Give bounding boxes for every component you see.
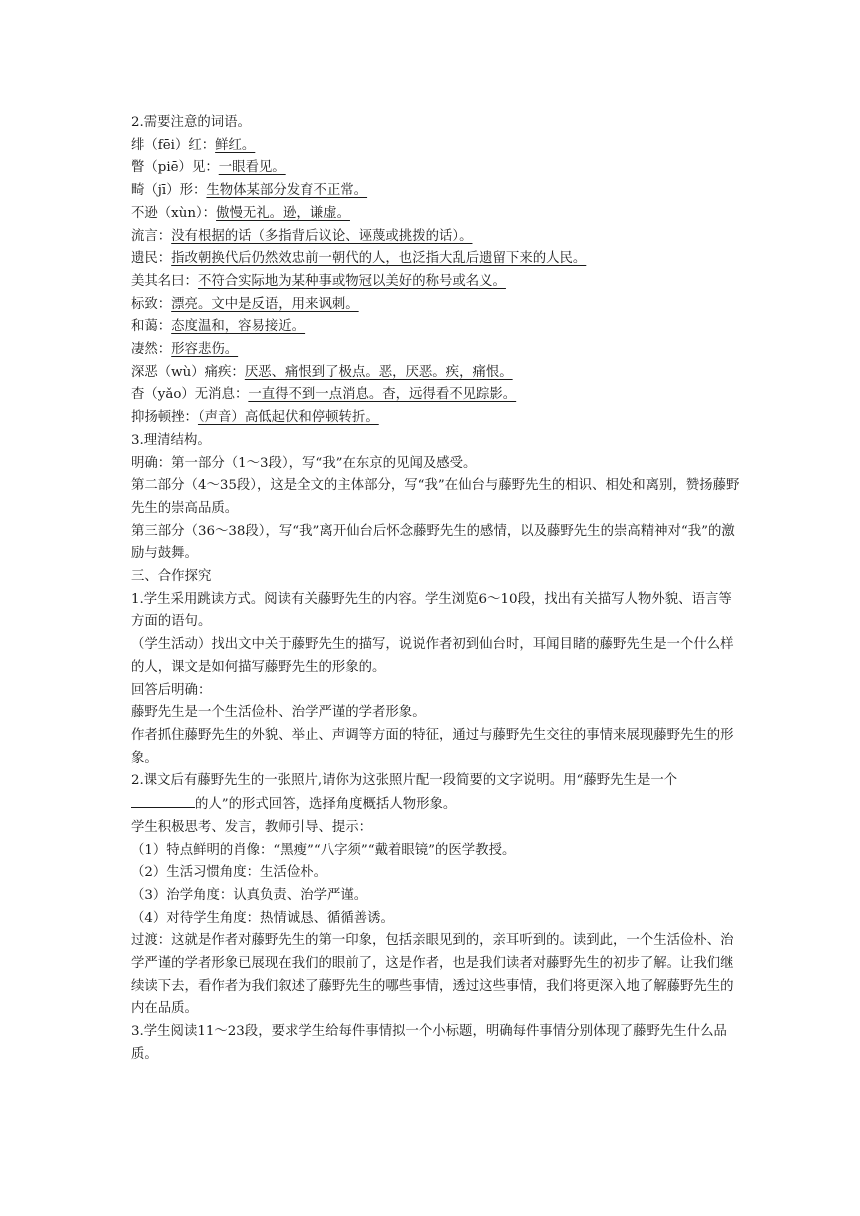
vocab-item bbox=[131, 180, 741, 203]
answer-2: 作者抓住藤野先生的外貌、举止、声调等方面的特征，通过与藤野先生交往的事情来展现藤野先生的形象。 bbox=[131, 727, 734, 766]
question-2-prefix: 2.课文后有藤野先生的一张照片,请你为这张照片配一段简要的文字说明。用“藤野先生是一个 bbox=[131, 773, 678, 789]
question-3: 3.学生阅读11～23段，要求学生给每件事情拟一个小标题，明确每件事情分别体现了藤野先生什么品质。 bbox=[131, 1024, 727, 1062]
student-activity: （学生活动）找出文中关于藤野先生的描写，说说作者初到仙台时，耳闻目睹的藤野先生是一个什么样的人，课文是如何描写藤野先生的形象的。 bbox=[131, 637, 734, 675]
vocab-definition: 不符合实际地为某种事或物冠以美好的称号或名义。 bbox=[197, 273, 506, 289]
vocab-definition: 厌恶、痛恨到了极点。恶，厌恶。疾，痛恨。 bbox=[244, 364, 513, 380]
hint-item: （4）对待学生角度：热情诚恳、循循善诱。 bbox=[131, 910, 394, 926]
vocab-item bbox=[131, 157, 741, 180]
question-2 bbox=[131, 770, 741, 816]
structure-part1: 明确：第一部分（1～3段），写“我”在东京的见闻及感受。 bbox=[131, 455, 477, 471]
vocab-term: 畸（jī）形： bbox=[131, 183, 207, 199]
hint-item: （3）治学角度：认真负责、治学严谨。 bbox=[131, 887, 368, 903]
question-2-suffix: 的人”的形式回答，选择角度概括人物形象。 bbox=[195, 797, 457, 813]
vocab-term: 绯（fēi）红： bbox=[131, 137, 216, 153]
vocab-term: 不逊（xùn）： bbox=[131, 205, 217, 221]
vocab-definition: （声音）高低起伏和停顿转折。 bbox=[197, 410, 379, 426]
vocab-list bbox=[131, 135, 741, 430]
structure-part2: 第二部分（4～35段），这是全文的主体部分，写“我”在仙台与藤野先生的相识、相处和离别，赞扬藤野先生的崇高品质。 bbox=[131, 478, 740, 516]
vocab-term: 标致： bbox=[131, 296, 172, 312]
vocab-term: 美其名曰： bbox=[131, 273, 198, 289]
structure-heading: 3.理清结构。 bbox=[131, 432, 211, 448]
vocab-definition: 指改朝换代后仍然效忠前一朝代的人，也泛指大乱后遗留下来的人民。 bbox=[171, 251, 587, 267]
vocab-definition: 生物体某部分发育不正常。 bbox=[206, 183, 368, 199]
vocab-heading: 2.需要注意的词语。 bbox=[131, 115, 251, 130]
vocab-definition: 没有根据的话（多指背后议论、诬蔑或挑拨的话）。 bbox=[171, 228, 473, 244]
vocab-definition: 形容悲伤。 bbox=[171, 342, 239, 358]
answer-1: 藤野先生是一个生活俭朴、治学严谨的学者形象。 bbox=[131, 705, 426, 721]
question-1: 1.学生采用跳读方式。阅读有关藤野先生的内容。学生浏览6～10段，找出有关描写人物外貌、语言等方面的语句。 bbox=[131, 591, 732, 630]
fill-in-blank bbox=[131, 793, 195, 808]
vocab-term: 瞥（piē）见： bbox=[131, 160, 219, 176]
hint-item: （2）生活习惯角度：生活俭朴。 bbox=[131, 865, 327, 881]
vocab-item bbox=[131, 407, 741, 430]
vocab-term: 凄然： bbox=[131, 342, 172, 358]
teacher-guide: 学生积极思考、发言，教师引导、提示： bbox=[131, 819, 373, 835]
vocab-item bbox=[131, 339, 741, 362]
answer-label: 回答后明确： bbox=[131, 682, 212, 698]
vocab-item bbox=[131, 362, 741, 385]
hint-item: （1）特点鲜明的肖像：“黑瘦”“八字须”“戴着眼镜”的医学教授。 bbox=[131, 842, 516, 858]
vocab-item bbox=[131, 384, 741, 407]
vocab-term: 流言： bbox=[131, 228, 172, 244]
vocab-definition: 一眼看见。 bbox=[218, 160, 286, 176]
vocab-item bbox=[131, 203, 741, 226]
vocab-definition: 态度温和，容易接近。 bbox=[171, 319, 306, 335]
document-page bbox=[131, 112, 741, 1067]
vocab-definition: 一直得不到一点消息。杳，远得看不见踪影。 bbox=[248, 387, 517, 403]
vocab-item bbox=[131, 271, 741, 294]
vocab-term: 遗民： bbox=[131, 251, 172, 267]
vocab-term: 抑扬顿挫： bbox=[131, 410, 198, 426]
vocab-term: 和蔼： bbox=[131, 319, 172, 335]
vocab-definition: 漂亮。文中是反语，用来讽刺。 bbox=[171, 296, 359, 312]
vocab-definition: 傲慢无礼。逊，谦虚。 bbox=[216, 205, 350, 221]
vocab-item bbox=[131, 248, 741, 271]
vocab-term: 杳（yǎo）无消息： bbox=[131, 387, 249, 403]
explore-heading: 三、合作探究 bbox=[131, 569, 212, 585]
vocab-item bbox=[131, 316, 741, 339]
transition-paragraph: 过渡：这就是作者对藤野先生的第一印象，包括亲眼见到的，亲耳听到的。读到此，一个生活俭朴、治学严谨的学者形象已展现在我们的眼前了，这是作者，也是我们读者对藤野先生的初步了解。让我们继续读下去，看作者为我们叙述了藤野先生的哪些事情，透过这些事情，我们将更深入地了解藤野先生的内在品质。 bbox=[131, 933, 734, 1017]
vocab-item bbox=[131, 294, 741, 317]
vocab-term: 深恶（wù）痛疾： bbox=[131, 364, 245, 380]
structure-part3: 第三部分（36～38段），写“我”离开仙台后怀念藤野先生的感情，以及藤野先生的崇高精神对“我”的激励与鼓舞。 bbox=[131, 523, 735, 562]
vocab-item bbox=[131, 135, 741, 158]
vocab-item bbox=[131, 226, 741, 249]
vocab-definition: 鲜红。 bbox=[215, 137, 256, 153]
